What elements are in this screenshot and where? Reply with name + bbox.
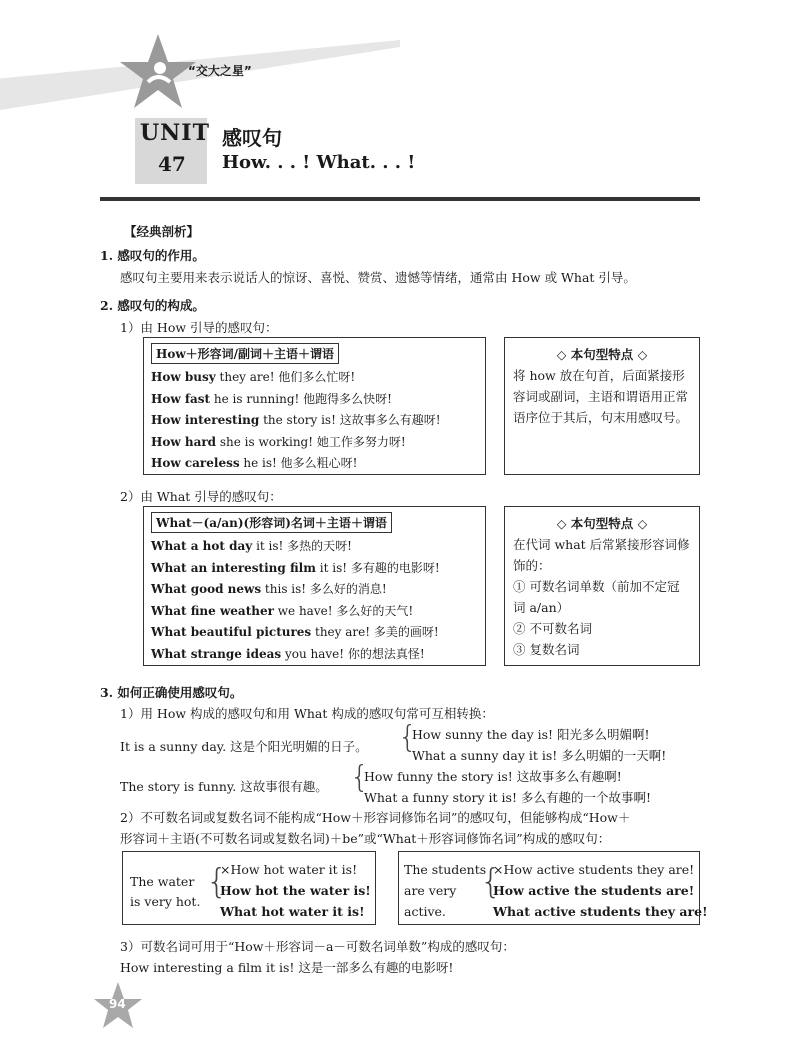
ex1-a: How sunny the day is! 阳光多么明媚啊! <box>412 727 650 742</box>
what-example-list <box>151 536 440 665</box>
box-b-left: The students are very active. <box>404 862 487 919</box>
s3-p1: 1）用 How 构成的感叹句和用 What 构成的感叹句常可互相转换： <box>120 706 494 721</box>
ex1-b: What a sunny day it is! 多么明媚的一天啊! <box>412 748 667 763</box>
how-pattern: How＋形容词/副词＋主语＋谓语 <box>151 343 339 364</box>
how-feature-title: ◇ 本句型特点 ◇ <box>556 347 648 362</box>
how-example: How interesting the story is! 这故事多么有趣呀! <box>151 413 441 427</box>
brace-icon: { <box>398 720 418 755</box>
s3-p2-line1: 2）不可数名词或复数名词不能构成“How＋形容词修饰名词”的感叹句，但能够构成“How＋ <box>120 810 631 825</box>
what-feature-item: ③ 复数名词 <box>513 642 580 657</box>
what-example: What fine weather we have! 多么好的天气! <box>151 603 414 618</box>
s1-body: 感叹句主要用来表示说话人的惊讶、喜悦、赞赏、遗憾等情绪，通常由 How 或 What 引导。 <box>120 270 636 285</box>
s3-p3: 3）可数名词可用于“How＋形容词－a－可数名词单数”构成的感叹句： <box>120 939 515 954</box>
s2-heading: 2. 感叹句的构成。 <box>100 298 205 313</box>
how-example: How fast he is running! 他跑得多么快呀! <box>151 391 392 406</box>
s1-heading: 1. 感叹句的作用。 <box>100 248 205 263</box>
how-example-list <box>151 367 441 475</box>
unit-title: 感叹句 <box>222 126 282 150</box>
what-example: What an interesting film it is! 多有趣的电影呀! <box>151 560 440 575</box>
brand-label: “交大之星” <box>188 64 252 78</box>
header-rule <box>100 197 700 201</box>
what-example: What strange ideas you have! 你的想法真怪! <box>151 646 425 661</box>
how-intro: 1）由 How 引导的感叹句： <box>120 320 278 335</box>
star-logo-icon <box>118 32 198 112</box>
page-number: 94 <box>109 997 126 1011</box>
what-intro: 2）由 What 引导的感叹句： <box>120 489 282 504</box>
s3-p2-line2: 形容词＋主语(不可数名词或复数名词)＋be”或“What＋形容词修饰名词”构成的感叹句： <box>120 831 611 846</box>
what-example: What good news this is! 多么好的消息! <box>151 582 387 596</box>
how-feature-body: 将 how 放在句首，后面紧接形容词或副词，主语和谓语用正常语序位于其后，句末用感叹号。 <box>513 368 689 425</box>
s3-heading: 3. 如何正确使用感叹句。 <box>100 685 243 700</box>
what-feature-title: ◇ 本句型特点 ◇ <box>556 516 648 531</box>
ex2-left: The story is funny. 这故事很有趣。 <box>120 779 328 794</box>
what-feature-box <box>504 506 700 666</box>
ex2-b: What a funny story it is! 多么有趣的一个故事啊! <box>364 790 651 805</box>
s3-p3-example: How interesting a film it is! 这是一部多么有趣的电影呀! <box>120 960 454 975</box>
brace-icon: { <box>350 760 370 795</box>
unit-word: UNIT <box>140 120 210 146</box>
unit-number: 47 <box>158 152 186 176</box>
how-example: How careless he is! 他多么粗心呀! <box>151 456 358 470</box>
ex2-a: How funny the story is! 这故事多么有趣啊! <box>364 769 622 784</box>
ex1-left: It is a sunny day. 这是个阳光明媚的日子。 <box>120 739 368 754</box>
box-a-left: The water is very hot. <box>130 874 201 909</box>
box-b-lines: ×How active students they are! How active the students are! What active students they are! <box>493 862 708 919</box>
what-example: What beautiful pictures they are! 多美的画呀! <box>151 625 439 639</box>
what-pattern: What－(a/an)(形容词)名词＋主语＋谓语 <box>151 512 392 533</box>
box-a-lines: ×How hot water it is! How hot the water is! What hot water it is! <box>220 862 371 919</box>
unit-subtitle: How. . . ! What. . . ! <box>222 152 416 173</box>
section-label: 【经典剖析】 <box>124 224 200 239</box>
brace-icon: { <box>206 862 228 902</box>
what-feature-intro: 在代词 what 后常紧接形容词修饰的： <box>513 537 690 573</box>
how-example: How busy they are! 他们多么忙呀! <box>151 370 356 384</box>
what-feature-item: ① 可数名词单数（前加不定冠词 a/an） <box>513 579 680 615</box>
how-example: How hard she is working! 她工作多努力呀! <box>151 434 406 449</box>
brace-icon: { <box>480 862 502 902</box>
how-feature-box <box>504 337 700 475</box>
what-feature-item: ② 不可数名词 <box>513 621 592 636</box>
what-example: What a hot day it is! 多热的天呀! <box>151 539 352 553</box>
